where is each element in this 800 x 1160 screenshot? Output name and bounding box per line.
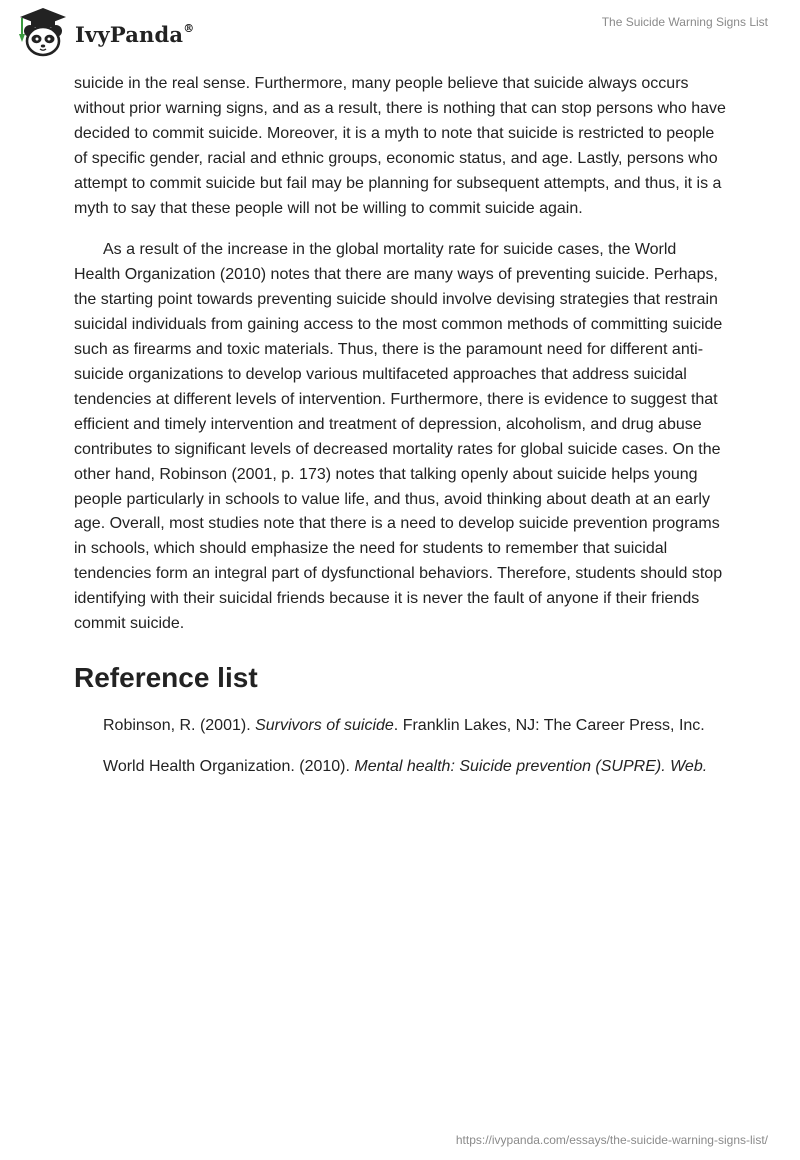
logo-text: IvyPanda [75,21,184,47]
ivypanda-logo[interactable] [14,6,194,58]
reference-title: Survivors of suicide [255,716,394,734]
registered-mark: ® [183,21,195,35]
reference-item [74,714,726,739]
paragraph: As a result of the increase in the global mortality rate for suicide cases, the World Health Organization (2010) notes that there are many ways of preventing suicide. Perhaps, the starting point towards preventing suicide should involve devising strategies that restrain suicidal individuals from gaining access to the most common methods of committing suicide such as firearms and toxic materials. Thus, there is the paramount need for different anti-suicide organizations to develop various multifaceted approaches that address suicidal tendencies at different levels of intervention. Furthermore, there is evidence to suggest that efficient and timely intervention and treatment of depression, alcoholism, and drug abuse contributes to significant levels of decreased mortality rates for global suicide cases. On the other hand, Robinson (2001, p. 173) notes that talking openly about suicide helps young people particularly in schools to value life, and thus, avoid thinking about death at an early age. Overall, most studies note that there is a need to develop suicide prevention programs in schools, which should emphasize the need for students to remember that suicidal tendencies form an integral part of dysfunctional behaviors. Therefore, students should stop identifying with their suicidal friends because it is never the fault of anyone if their friends commit suicide. [74,241,723,633]
document-title: The Suicide Warning Signs List [601,15,768,29]
reference-list-heading: Reference list [74,661,258,693]
panda-graduate-icon [14,6,72,58]
reference-publisher: . Franklin Lakes, NJ: The Career Press, Inc. [393,716,705,734]
reference-title: Mental health: Suicide prevention (SUPRE). Web. [354,757,708,775]
reference-author: World Health Organization. (2010). [103,757,355,775]
page-header [0,0,800,70]
logo-wordmark [75,22,194,47]
reference-author: Robinson, R. (2001). [103,716,256,734]
paragraph: suicide in the real sense. Furthermore, many people believe that suicide always occurs without prior warning signs, and as a result, there is nothing that can stop persons who have decided to commit suicide. Moreover, it is a myth to note that suicide is restricted to people of specific gender, racial and ethnic groups, economic status, and age. Lastly, persons who attempt to commit suicide but fail may be planning for subsequent attempts, and thus, it is a myth to say that these people will not be willing to commit suicide again. [74,75,726,217]
source-url[interactable]: https://ivypanda.com/essays/the-suicide-warning-signs-list/ [455,1133,768,1147]
reference-item [74,755,726,780]
essay-body [74,72,726,796]
